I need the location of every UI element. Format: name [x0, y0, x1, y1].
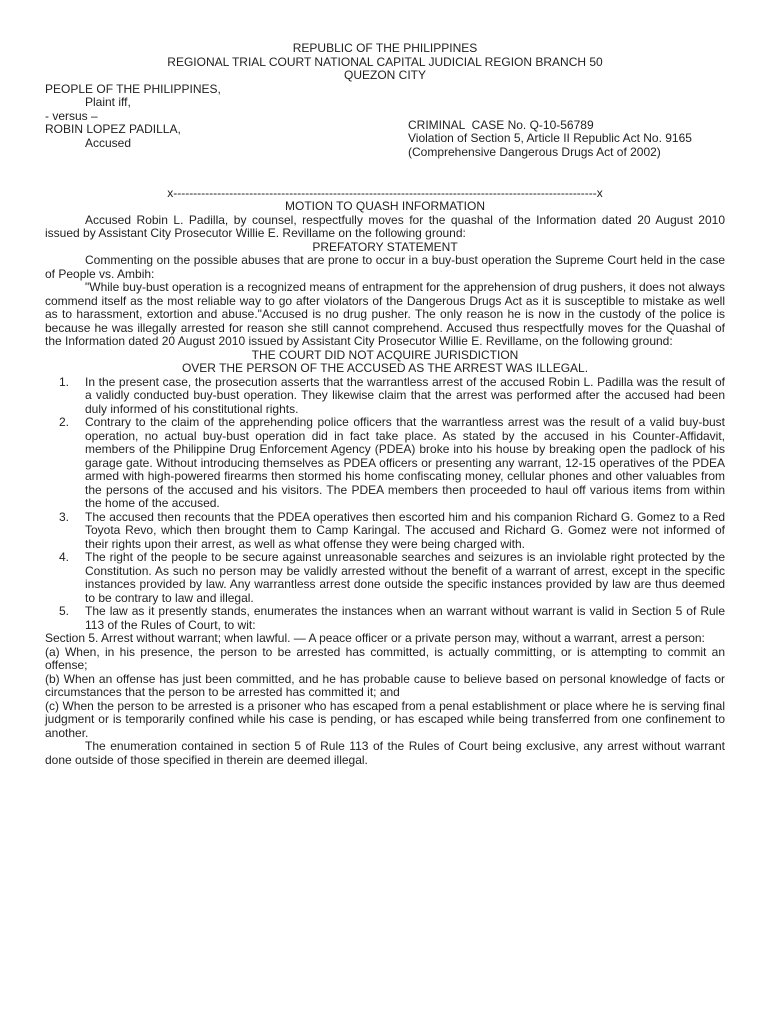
- case-details: [408, 119, 692, 160]
- case-separator-line: x----------------------------------------------------------------------------------------------------------x: [167, 185, 603, 200]
- prefatory-paragraph-2: "While buy-bust operation is a recognized means of entrapment for the apprehension of drug pushers, it does not always commend itself as the most reliable way to go after violators of the Dangerous Drugs Act as it is susceptible to mistake as well as to harassment, extortion and abuse."Accused is no drug pusher. The only reason he is now in the custody of the police is because he was illegally arrested for reason she still cannot comprehend. Accused thus respectfully moves for the Quashal of the Information dated 20 August 2010 issued by Assistant City Prosecutor Willie E. Revillame, on the following ground:: [45, 280, 725, 348]
- charge-act: (Comprehensive Dangerous Drugs Act of 2002): [408, 144, 661, 159]
- accused-role: Accused: [85, 135, 132, 150]
- court-header: [45, 42, 725, 83]
- argument-text: In the present case, the prosecution asserts that the warrantless arrest of the accused Robin L. Padilla was the result of a validly conducted buy-bust operation. They likewise claim that the arrest was performed after the accused had been duly informed of his constitutional rights.: [85, 374, 725, 416]
- intro-paragraph: Accused Robin L. Padilla, by counsel, respectfully moves for the quashal of the Information dated 20 August 2010 issued by Assistant City Prosecutor Willie E. Revillame on the following ground:: [45, 212, 725, 240]
- argument-number: 2.: [59, 415, 70, 429]
- argument-item-1: [45, 376, 725, 417]
- argument-item-2: [45, 416, 725, 511]
- document-title: MOTION TO QUASH INFORMATION: [284, 199, 485, 213]
- accused-name: ROBIN LOPEZ PADILLA,: [45, 122, 181, 136]
- rule-section5-item-b: (b) When an offense has just been committed, and he has probable cause to believe based on personal knowledge of facts or circumstances that the person to be arrested has committed it; and: [45, 671, 725, 699]
- plaintiff-name: PEOPLE OF THE PHILIPPINES,: [45, 81, 221, 96]
- versus-line: - versus –: [45, 108, 98, 123]
- prefatory-paragraph-1: Commenting on the possible abuses that are prone to occur in a buy-bust operation the Supreme Court held in the case of People vs. Ambih:: [45, 253, 725, 281]
- ground-heading-line-2: OVER THE PERSON OF THE ACCUSED AS THE ARREST WAS ILLEGAL.: [181, 361, 589, 375]
- argument-number: 3.: [59, 509, 70, 524]
- rule-113-quote-block: [45, 632, 725, 740]
- case-caption: [45, 83, 725, 187]
- argument-item-4: [45, 551, 725, 605]
- argument-item-3: [45, 511, 725, 552]
- argument-text: The right of the people to be secure against unreasonable searches and seizures is an inviolable right protected by the Constitution. As such no person may be validly arrested without the benefit of a warrant of arrest, except in the specific instances provided by law. Any warrantless arrest done outside the specific instances provided by law are thus deemed to be contrary to law and illegal.: [85, 550, 725, 605]
- rule-section5-item-a: (a) When, in his presence, the person to be arrested has committed, is actually committing, or is attempting to commit an offense;: [45, 644, 725, 672]
- argument-number: 1.: [59, 374, 70, 389]
- court-header-republic: REPUBLIC OF THE PHILIPPINES: [292, 41, 478, 55]
- ground-heading-line-1: THE COURT DID NOT ACQUIRE JURISDICTION: [251, 347, 519, 362]
- prefatory-statement-heading: PREFATORY STATEMENT: [312, 239, 458, 254]
- argument-list: [45, 376, 725, 633]
- court-header-branch: REGIONAL TRIAL COURT NATIONAL CAPITAL JUDICIAL REGION BRANCH 50: [167, 54, 603, 69]
- argument-number: 4.: [59, 550, 70, 564]
- court-header-city: QUEZON CITY: [343, 68, 426, 82]
- case-caption-parties: [45, 83, 221, 151]
- argument-text: The law as it presently stands, enumerates the instances when an warrant without warrant is valid in Section 5 of Rule 113 of the Rules of Court, to wit:: [85, 604, 725, 632]
- rule-section5-item-c: (c) When the person to be arrested is a prisoner who has escaped from a penal establishment or place where he is serving final judgment or is temporarily confined while his case is pending, or has escaped while being transferred from one confinement to another.: [45, 698, 725, 740]
- closing-paragraph: The enumeration contained in section 5 of Rule 113 of the Rules of Court being exclusive, any arrest without warrant done outside of those specified in therein are deemed illegal.: [45, 739, 725, 767]
- argument-text: The accused then recounts that the PDEA operatives then escorted him and his companion Richard G. Gomez to a Red Toyota Revo, which then brought them to Camp Karingal. The accused and Richard G. Gomez were not informed of their rights upon their arrest, as well as what offense they were being charged with.: [85, 509, 725, 551]
- charge-violation: Violation of Section 5, Article II Republic Act No. 9165: [408, 131, 692, 145]
- argument-item-5: [45, 605, 725, 632]
- plaintiff-role: Plaint iff,: [85, 95, 131, 109]
- rule-section5-intro: Section 5. Arrest without warrant; when lawful. — A peace officer or a private person may, without a warrant, arrest a person:: [45, 631, 705, 645]
- case-number: CRIMINAL CASE No. Q-10-56789: [408, 117, 594, 132]
- argument-number: 5.: [59, 604, 70, 618]
- argument-text: Contrary to the claim of the apprehending police officers that the warrantless arrest was the result of a valid buy-bust operation, no actual buy-bust operation did in fact take place. As stated by the accused in his Counter-Affidavit, members of the Philippine Drug Enforcement Agency (PDEA) broke into his house by breaking open the padlock of his garage gate. Without introducing themselves as PDEA officers or presenting any warrant, 12-15 operatives of the PDEA armed with high-powered firearms then stormed his home confiscating money, cellular phones and other valuables from the persons of the accused and his visitors. The PDEA members then proceeded to haul off various items from within the home of the accused.: [85, 415, 725, 510]
